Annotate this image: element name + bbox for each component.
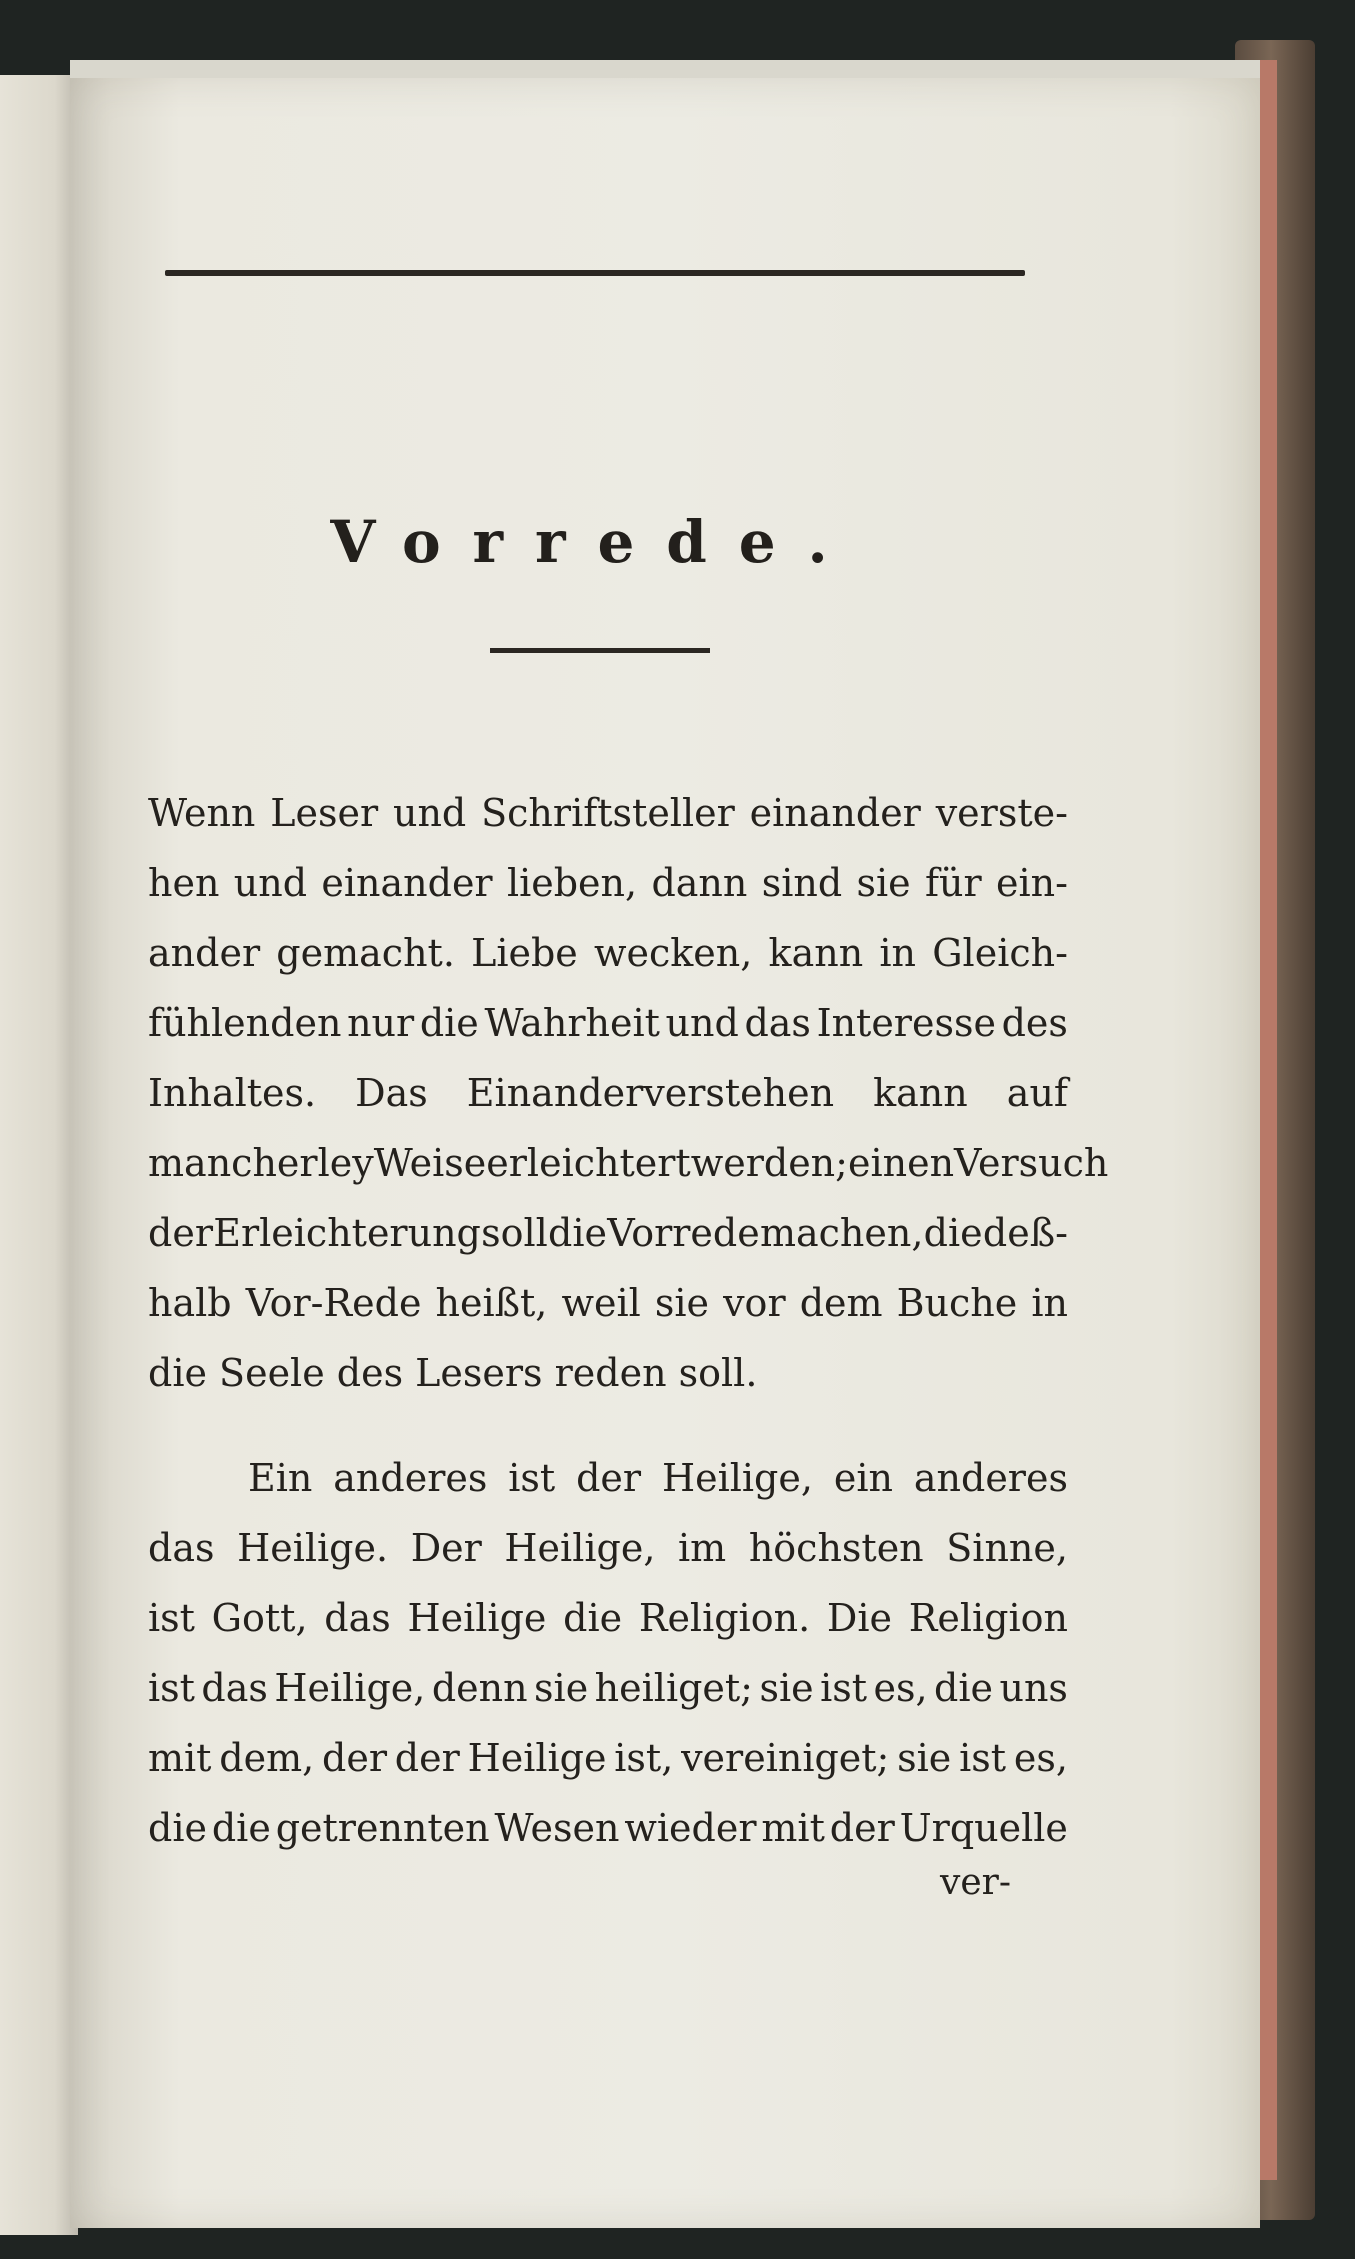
text-line: mit dem, der der Heilige ist, vereiniget; sie ist es, <box>148 1736 1068 1780</box>
text-line: ist Gott, das Heilige die Religion. Die Religion <box>148 1596 1068 1640</box>
text-line: Ein anderes ist der Heilige, ein anderes <box>248 1456 1068 1500</box>
text-line: der Erleichterung soll die Vorrede machen, die deß- <box>148 1211 1068 1255</box>
text-line: ander gemacht. Liebe wecken, kann in Gleich- <box>148 931 1068 975</box>
text-line: das Heilige. Der Heilige, im höchsten Sinne, <box>148 1526 1068 1570</box>
text-line: halb Vor-Rede heißt, weil sie vor dem Buche in <box>148 1281 1068 1325</box>
text-line: ist das Heilige, denn sie heiliget; sie ist es, die uns <box>148 1666 1068 1710</box>
paragraph-1 <box>148 778 1109 1408</box>
text-line: mancherley Weise erleichtert werden; einen Versuch <box>148 1141 1109 1185</box>
text-line: Wenn Leser und Schriftsteller einander verste- <box>148 791 1068 835</box>
left-page-strip <box>0 75 78 2235</box>
page-title: Vorrede. <box>330 508 860 576</box>
text-line: hen und einander lieben, dann sind sie für ein- <box>148 861 1068 905</box>
text-line: Inhaltes. Das Einanderverstehen kann auf <box>148 1071 1068 1115</box>
text-line: die die getrennten Wesen wieder mit der Urquelle <box>148 1806 1068 1850</box>
header-rule <box>165 270 1025 276</box>
paragraph-2 <box>148 1443 1068 1863</box>
title-rule <box>490 648 710 653</box>
text-line: die Seele des Lesers reden soll. <box>148 1351 758 1395</box>
text-line: fühlenden nur die Wahrheit und das Interesse des <box>148 1001 1068 1045</box>
catchword: ver- <box>940 1862 1012 1903</box>
